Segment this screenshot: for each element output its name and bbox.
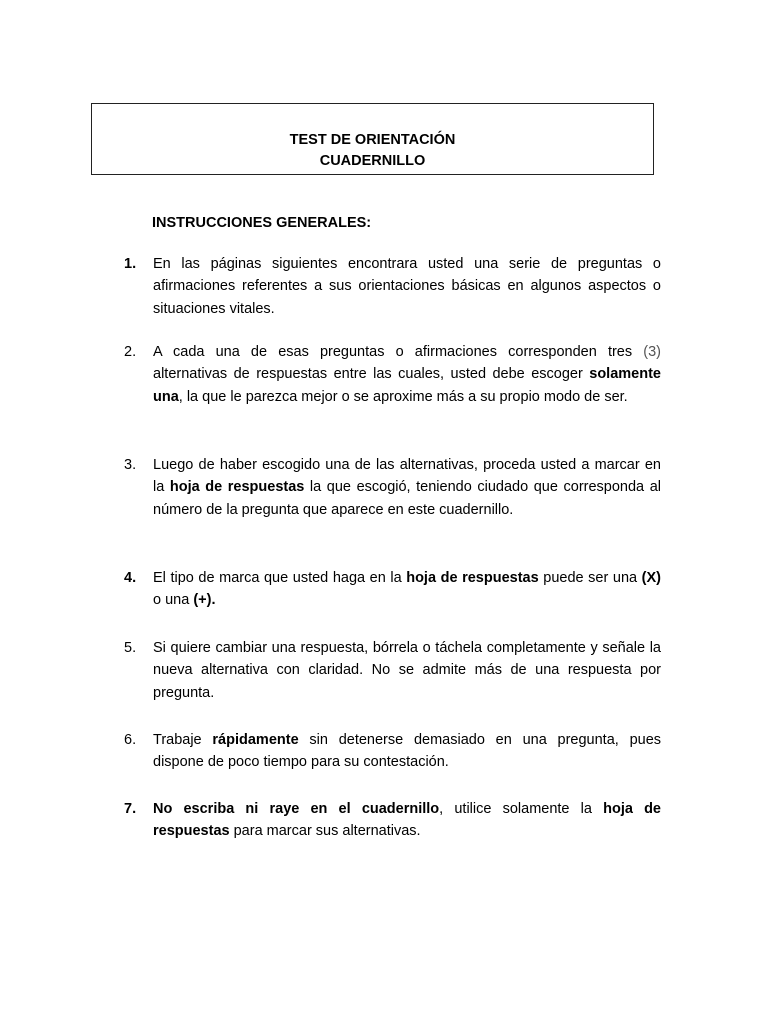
text-segment: la que escogió, teniendo ciudado que corresponda al número de la pregunta que aparece en este cuadernillo. xyxy=(153,479,661,518)
instruction-item-2 xyxy=(124,341,661,408)
text-segment: Trabaje xyxy=(153,732,213,748)
text-segment: A cada una de esas preguntas o afirmaciones corresponden tres xyxy=(153,344,644,360)
item-number: 7. xyxy=(124,801,137,817)
text-segment: o una xyxy=(153,592,194,609)
instruction-item-5 xyxy=(124,637,661,704)
text-segment: El tipo de marca que usted haga en la xyxy=(153,570,407,586)
text-segment: para marcar sus alternativas. xyxy=(229,823,421,840)
text-segment: alternativas de respuestas entre las cuales, usted debe escoger xyxy=(153,366,590,383)
text-segment: En las páginas siguientes encontrara usted una serie de preguntas o afirmaciones referentes a sus orientaciones básicas en algunos aspectos o situaciones vitales. xyxy=(153,256,661,317)
instruction-item-7 xyxy=(124,798,661,843)
instruction-item-6 xyxy=(124,729,661,774)
item-text xyxy=(153,253,661,320)
item-text xyxy=(153,798,661,843)
text-segment: Si quiere cambiar una respuesta, bórrela o táchela completamente y señale la nueva alternativa con claridad. No se admite más de una respuesta por pregunta. xyxy=(153,640,661,701)
item-text xyxy=(153,341,661,408)
item-number: 1. xyxy=(124,256,137,272)
item-number: 6. xyxy=(124,732,137,748)
item-number: 5. xyxy=(124,640,137,656)
title-box xyxy=(91,103,654,175)
text-segment: , la que le parezca mejor o se aproxime más a su propio modo de ser. xyxy=(178,388,628,405)
emphasis-text: hoja de respuestas xyxy=(169,479,305,496)
text-segment: (3) xyxy=(643,344,661,360)
emphasis-text: hoja de respuestas xyxy=(153,801,661,840)
instruction-item-4 xyxy=(124,567,661,612)
item-text xyxy=(153,454,661,521)
text-segment: puede ser una xyxy=(538,570,642,586)
item-number: 3. xyxy=(124,457,137,473)
instruction-item-1 xyxy=(124,253,661,320)
item-text xyxy=(153,637,661,704)
item-number: 2. xyxy=(124,344,137,360)
document-subtitle: CUADERNILLO xyxy=(319,153,426,169)
instructions-heading: INSTRUCCIONES GENERALES: xyxy=(152,215,372,231)
text-segment: , utilice solamente la xyxy=(439,801,604,817)
text-segment: sin detenerse demasiado en una pregunta, pues dispone de poco tiempo para su contestación. xyxy=(153,732,662,771)
emphasis-text: solamente una xyxy=(153,366,661,405)
document-title: TEST DE ORIENTACIÓN xyxy=(289,132,456,148)
item-text xyxy=(153,729,661,774)
emphasis-text: (+). xyxy=(193,592,216,609)
text-segment: Luego de haber escogido una de las alternativas, proceda usted a marcar en la xyxy=(153,457,661,496)
emphasis-text: hoja de respuestas xyxy=(406,570,539,586)
item-number: 4. xyxy=(124,570,137,586)
emphasis-text: rápidamente xyxy=(212,732,299,748)
emphasis-text: (X) xyxy=(641,570,661,586)
emphasis-text: No escriba ni raye en el cuadernillo xyxy=(153,801,440,817)
item-text xyxy=(153,567,661,612)
instruction-item-3 xyxy=(124,454,661,521)
